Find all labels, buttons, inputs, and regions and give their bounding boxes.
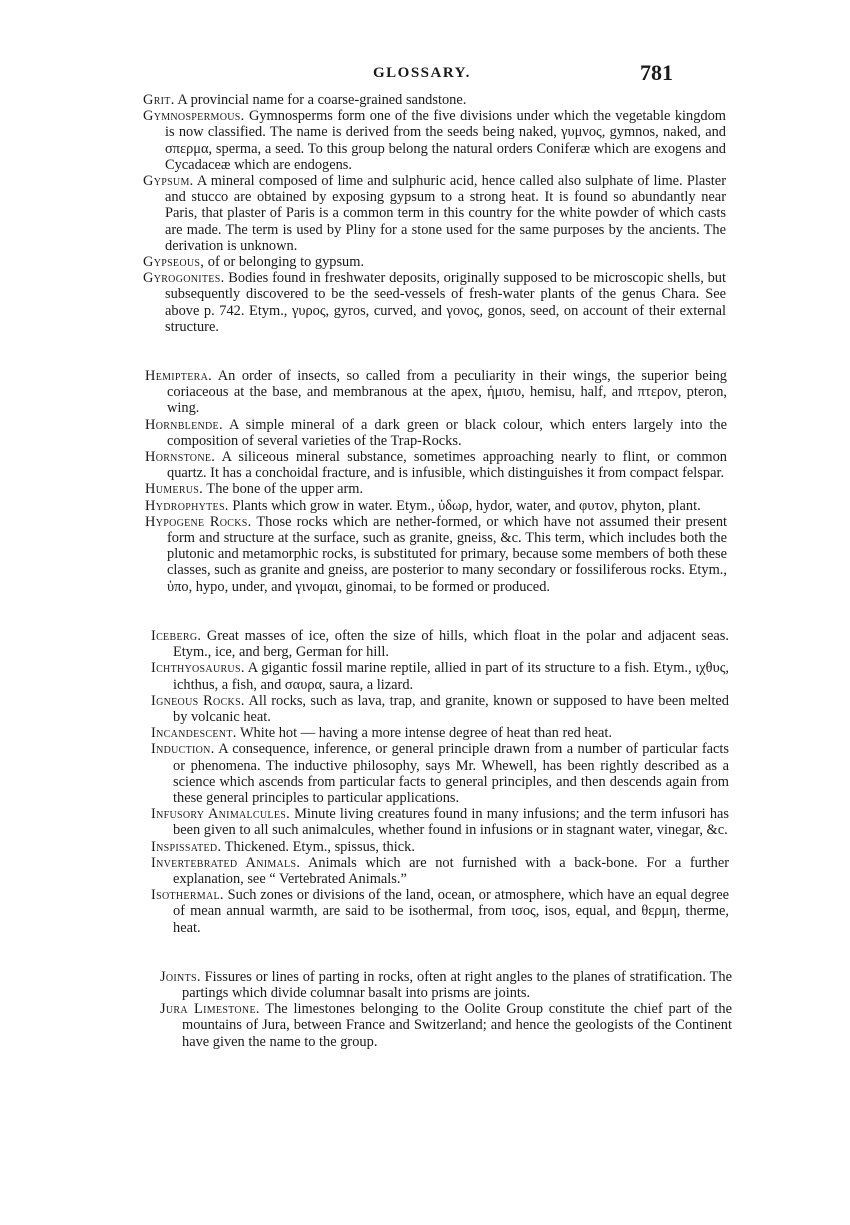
- glossary-entry: [145, 481, 727, 497]
- entry-term: Humerus.: [145, 481, 204, 498]
- entry-term: Gypseous,: [143, 254, 205, 271]
- entry-term: Gypsum.: [143, 173, 194, 190]
- entry-definition: A provincial name for a coarse-grained sandstone.: [174, 92, 467, 108]
- entry-term: Incandescent.: [151, 725, 237, 742]
- entry-definition: Great masses of ice, often the size of hills, which float in the polar and adjacent seas. Etym., ice, and berg, German for hill.: [173, 627, 729, 661]
- entry-definition: Such zones or divisions of the land, ocean, or atmosphere, which have an equal degree of mean annual warmth, are said to be isothermal, from ισος, isos, equal, and θερμη, therme, heat.: [173, 887, 729, 936]
- glossary-entry: [143, 173, 726, 254]
- glossary-entry: [160, 969, 732, 1001]
- glossary-entry: [143, 254, 726, 270]
- entry-definition: Animals which are not furnished with a back-bone. For a further explanation, see “ Vertebrated Animals.”: [173, 854, 729, 887]
- entry-term: Hemiptera.: [145, 368, 212, 385]
- entry-definition: The bone of the upper arm.: [203, 481, 364, 498]
- entry-definition: A mineral composed of lime and sulphuric acid, hence called also sulphate of lime. Plaster and stucco are obtained by exposing gypsum to a strong heat. It is found so abundantly near Paris, that plaster of Paris is a common term in this country for the white powder of which casts are made. The term is used by Pliny for a stone used for the same purposes by the ancients. The derivation is unknown.: [165, 173, 726, 254]
- entry-definition: Gymnosperms form one of the five divisions under which the vegetable kingdom is now classified. The name is derived from the seeds being naked, γυμνος, gymnos, naked, and σπερμα, sperma, a seed. To this group belong the natural orders Coniferæ which are exogens and Cycadaceæ which are endogens.: [165, 108, 726, 173]
- glossary-entry: [143, 92, 726, 108]
- entry-term: Grit.: [143, 92, 175, 108]
- entry-definition: Thickened. Etym., spissus, thick.: [221, 838, 415, 855]
- entry-definition: A consequence, inference, or general principle drawn from a number of particular facts or phenomena. The inductive philosophy, says Mr. Whewell, has been rightly described as a science which ascends from particular facts to general principles, and then descends again from these general principles to particular applications.: [173, 741, 729, 806]
- glossary-entry: [145, 368, 727, 417]
- entry-definition: All rocks, such as lava, trap, and granite, known or supposed to have been melted by volcanic heat.: [173, 692, 729, 725]
- section-j: [0, 969, 850, 1050]
- glossary-entry: [145, 417, 727, 449]
- entry-definition: Bodies found in freshwater deposits, originally supposed to be microscopic shells, but subsequently discovered to be the seed-vessels of fresh-water plants of the genus Chara. See above p. 742. Etym., γυρος, gyros, curved, and γονος, gonos, seed, on account of their external structure.: [165, 270, 726, 335]
- entry-term: Iceberg.: [151, 627, 202, 644]
- glossary-entry: [151, 839, 729, 855]
- entry-term: Gyrogonites.: [143, 270, 225, 287]
- glossary-entry: [143, 270, 726, 335]
- entry-term: Invertebrated Animals.: [151, 854, 301, 871]
- entry-definition: A simple mineral of a dark green or black colour, which enters largely into the composition of several varieties of the Trap-Rocks.: [167, 416, 727, 449]
- glossary-entry: [151, 887, 729, 936]
- glossary-entry: [151, 855, 729, 887]
- running-head: [0, 60, 850, 90]
- running-title: GLOSSARY.: [373, 65, 471, 81]
- entry-definition: The limestones belonging to the Oolite Group constitute the chief part of the mountains of Jura, between France and Switzerland; and hence the geologists of the Continent have given the name to the group.: [182, 1001, 732, 1050]
- entry-term: Hydrophytes.: [145, 497, 229, 514]
- entry-definition: Minute living creatures found in many infusions; and the term infusori has been given to all such animalcules, whether found in infusions or in stagnant water, vinegar, &c.: [173, 806, 729, 839]
- entry-term: Infusory Animalcules.: [151, 806, 291, 823]
- entry-term: Igneous Rocks.: [151, 692, 245, 709]
- glossary-entry: [160, 1001, 732, 1050]
- entry-definition: An order of insects, so called from a peculiarity in their wings, the superior being coriaceous at the base, and membranous at the apex, ἡμισυ, hemisu, half, and πτερον, pteron, wing.: [167, 368, 727, 417]
- glossary-entry: [151, 660, 729, 692]
- entry-definition: Fissures or lines of parting in rocks, often at right angles to the planes of stratification. The partings which divide columnar basalt into prisms are joints.: [182, 968, 732, 1001]
- glossary-entry: [145, 449, 727, 481]
- page-number: 781: [640, 60, 673, 85]
- entry-definition: of or belonging to gypsum.: [204, 254, 365, 271]
- entry-term: Induction.: [151, 741, 215, 758]
- glossary-entry: [151, 806, 729, 838]
- entry-term: Hornstone.: [145, 449, 216, 466]
- entry-definition: A gigantic fossil marine reptile, allied in part of its structure to a fish. Etym., ιχθυς, ichthus, a fish, and σαυρα, saura, a lizard.: [173, 660, 729, 693]
- section-g: [0, 92, 850, 335]
- entry-term: Hypogene Rocks.: [145, 513, 252, 530]
- glossary-entry: [151, 693, 729, 725]
- entry-term: Ichthyosaurus.: [151, 660, 245, 677]
- entry-term: Gymnospermous.: [143, 108, 245, 125]
- glossary-entry: [143, 108, 726, 173]
- entry-definition: Plants which grow in water. Etym., ὑδωρ, hydor, water, and φυτον, phyton, plant.: [228, 497, 701, 514]
- entry-term: Isothermal.: [151, 887, 224, 904]
- glossary-entry: [145, 514, 727, 595]
- entry-definition: A siliceous mineral substance, sometimes approaching nearly to flint, or common quartz. It has a conchoidal fracture, and is infusible, which distinguishes it from compact felspar.: [167, 449, 727, 482]
- glossary-entry: [151, 741, 729, 806]
- glossary-entry: [151, 725, 729, 741]
- entry-term: Joints.: [160, 968, 201, 985]
- glossary-entries: [0, 92, 850, 1050]
- entry-term: Hornblende.: [145, 416, 223, 433]
- section-i: [0, 628, 850, 936]
- section-h: [0, 368, 850, 595]
- entry-definition: Those rocks which are nether-formed, or which have not assumed their present form and structure at the surface, such as granite, gneiss, &c. This term, which includes both the plutonic and metamorphic rocks, is substituted for primary, because some members of both these classes, such as granite and gneiss, are posterior to many secondary or fossiliferous rocks. Etym., ὑπο, hypo, under, and γινομαι, ginomai, to be formed or produced.: [167, 513, 728, 595]
- entry-term: Inspissated.: [151, 838, 222, 855]
- glossary-entry: [151, 628, 729, 660]
- entry-term: Jura Limestone.: [160, 1001, 260, 1018]
- entry-definition: White hot — having a more intense degree of heat than red heat.: [236, 725, 612, 742]
- glossary-entry: [145, 498, 727, 514]
